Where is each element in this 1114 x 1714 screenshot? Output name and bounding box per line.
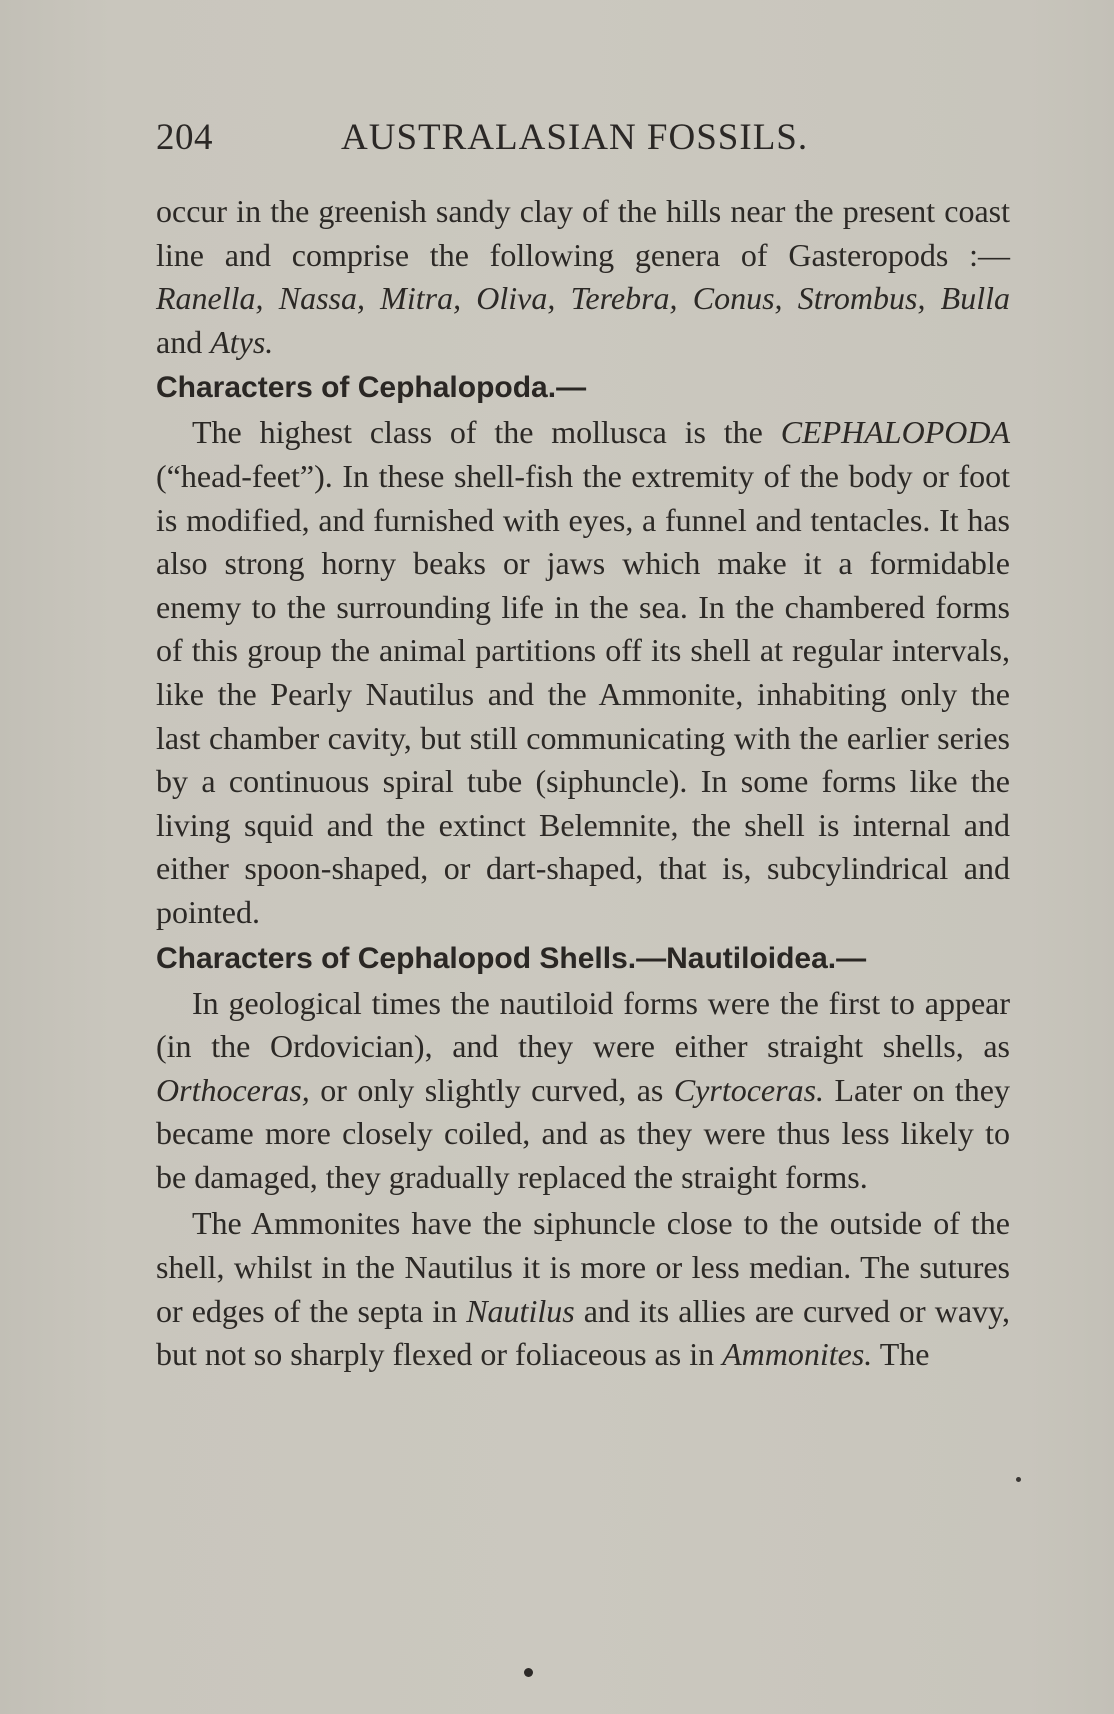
paragraph-text: and its allies are curved or wavy, but not so sharply flexed or foliaceous as in [156, 1292, 1011, 1373]
paragraph-text: In geological times the nautiloid forms were the first to appear (in the Ordovician), and they were either straight shells, as [156, 984, 1010, 1065]
paragraph-text: occur in the greenish sandy clay of the hills near the present coast line and comprise the following genera of Gasteropods :— [156, 193, 1010, 273]
genus-name: Cyrtoceras. [673, 1071, 825, 1108]
genus-names: Ranella, Nassa, Mitra, Oliva, Terebra, Conus, Strombus, Bulla [156, 280, 1010, 317]
footer-dot [524, 1668, 533, 1677]
genus-name: Atys. [210, 323, 274, 360]
paragraph-cephalopoda [156, 411, 1010, 934]
paragraph-gasteropod-genera [156, 190, 1010, 364]
page-number: 204 [156, 117, 213, 158]
genus-name: Ammonites. [722, 1336, 873, 1373]
genus-name: Nautilus [466, 1292, 575, 1329]
paragraph-text: and [156, 323, 211, 360]
paragraph-text: The Ammonites have the siphuncle close to the outside of the shell, whilst in the Nautilus it is more or less median. The sutures or edges of the septa in [156, 1205, 1010, 1329]
paragraph-nautiloid [156, 982, 1010, 1200]
paragraph-text: The [872, 1336, 930, 1373]
paragraph-ammonites [156, 1202, 1010, 1376]
page-header [156, 112, 856, 162]
running-title: AUSTRALASIAN FOSSILS. [341, 117, 809, 158]
genus-name: Orthoceras, [156, 1071, 310, 1108]
section-heading-cephalopoda: Characters of Cephalopoda.— [156, 371, 587, 405]
paragraph-text: (“head-feet”). In these shell-fish the extremity of the body or foot is modified, and furnished with eyes, a funnel and tentacles. It has also strong horny beaks or jaws which make it a formidable enemy to the surrounding life in the sea. In the chambered forms of this group the animal partitions off its shell at regular intervals, like the Pearly Nautilus and the Ammonite, inhabiting only the last chamber cavity, but still communicating with the earlier series by a continuous spiral tube (siphuncle). In some forms like the living squid and the extinct Belemnite, the shell is internal and either spoon-shaped, or dart-shaped, that is, subcylindrical and pointed. [156, 457, 1010, 930]
body-text [156, 190, 1010, 1377]
paragraph-text: Later on they became more closely coiled, and as they were thus less likely to be damaged, they gradually replaced the straight forms. [156, 1071, 1011, 1195]
margin-speck [1016, 1477, 1021, 1482]
section-heading-cephalopod-shells: Characters of Cephalopod Shells.—Nautiloidea.— [156, 941, 867, 975]
paragraph-text: or only slightly curved, as [309, 1071, 674, 1108]
class-name: CEPHALOPODA [780, 414, 1010, 451]
paragraph-text: The highest class of the mollusca is the [192, 414, 781, 451]
